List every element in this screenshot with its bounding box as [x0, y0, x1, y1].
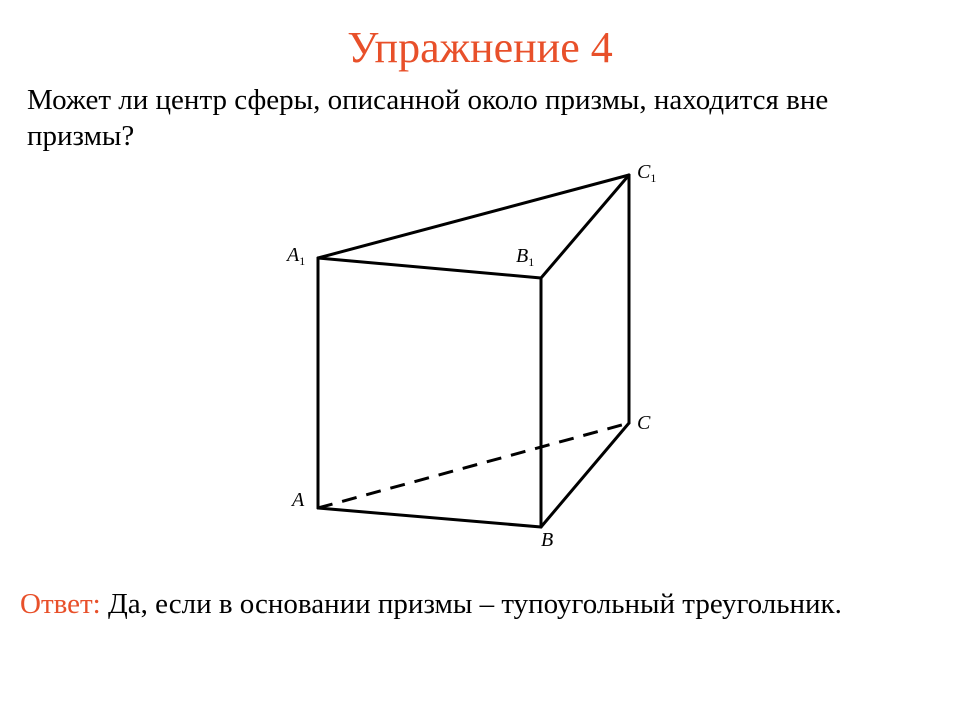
slide-title: Упражнение 4 [347, 23, 613, 72]
vertex-label-b: B [541, 529, 554, 551]
edge-a-b [318, 508, 541, 527]
edge-a1-c1 [318, 175, 629, 258]
answer [20, 586, 950, 622]
edge-a1-b1 [318, 258, 541, 278]
vertex-label-a: A [292, 489, 305, 511]
edge-b1-c1 [541, 175, 629, 278]
vertex-label-a1: $A_1$ [287, 244, 306, 268]
question-text: Может ли центр сферы, описанной около призмы, находится вне призмы? [27, 84, 829, 152]
vertex-label-c1: $C_1$ [637, 161, 657, 185]
vertex-label-b1: $B_1$ [516, 245, 535, 269]
edge-b-c [541, 423, 629, 527]
edge-a-c-hidden [318, 423, 629, 508]
answer-text: Да, если в основании призмы – тупоугольный треугольник. [100, 588, 842, 620]
vertex-label-c: C [637, 412, 651, 434]
answer-label: Ответ: [20, 588, 101, 620]
